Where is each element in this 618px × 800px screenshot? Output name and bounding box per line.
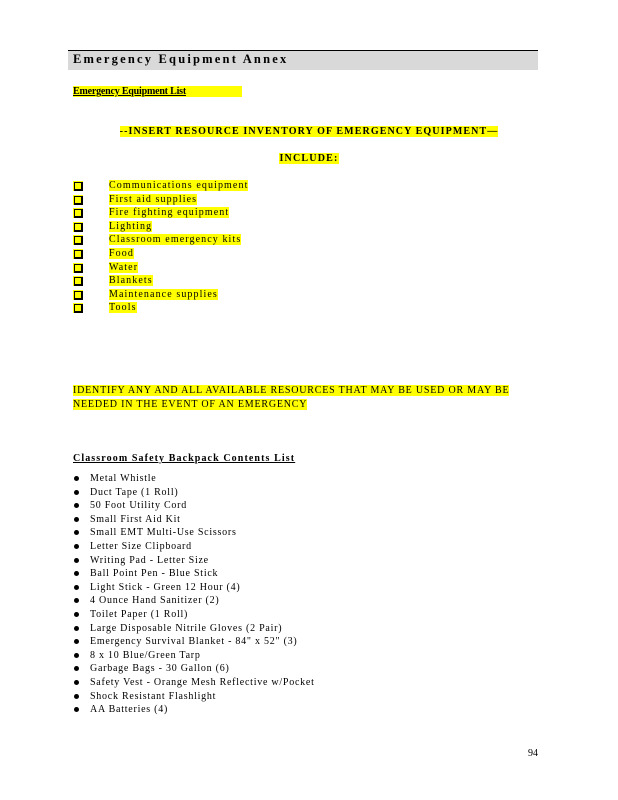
list-item-label: 8 x 10 Blue/Green Tarp	[90, 649, 201, 661]
bullet-icon	[74, 544, 79, 549]
list-item-label: Food	[109, 247, 134, 259]
list-item-label: 50 Foot Utility Cord	[90, 500, 187, 512]
bullet-icon	[74, 694, 79, 699]
checkbox-icon	[73, 303, 83, 313]
bullet-icon	[74, 612, 79, 617]
page-number: 94	[528, 748, 538, 759]
bullet-icon	[74, 571, 79, 576]
list-item-label: Writing Pad - Letter Size	[90, 554, 209, 566]
bullet-icon	[74, 626, 79, 631]
list-item-label: First aid supplies	[109, 193, 198, 205]
bullet-icon	[74, 585, 79, 590]
list-item-label: Blankets	[109, 275, 153, 287]
list-item-label: Small First Aid Kit	[90, 513, 181, 525]
equipment-list-heading: Emergency Equipment List	[73, 86, 242, 97]
list-item-label: Communications equipment	[109, 180, 249, 191]
list-item-label: Large Disposable Nitrile Gloves (2 Pair)	[90, 622, 283, 634]
identify-resources-note	[73, 384, 509, 412]
bullet-icon	[74, 558, 79, 563]
bullet-icon	[74, 639, 79, 644]
checkbox-icon	[73, 195, 83, 205]
bullet-icon	[74, 680, 79, 685]
include-label-text: INCLUDE:	[279, 153, 339, 164]
insert-instruction-text: --INSERT RESOURCE INVENTORY OF EMERGENCY EQUIPMENT—	[119, 126, 499, 137]
list-item-label: Emergency Survival Blanket - 84" x 52" (3)	[90, 636, 298, 648]
include-label	[0, 153, 618, 164]
page-title: Emergency Equipment Annex	[73, 52, 289, 66]
bullet-icon	[74, 707, 79, 712]
list-item-label: Garbage Bags - 30 Gallon (6)	[90, 663, 230, 675]
checkbox-icon	[73, 290, 83, 300]
backpack-list-heading: Classroom Safety Backpack Contents List	[73, 453, 296, 464]
list-item-label: Small EMT Multi-Use Scissors	[90, 527, 237, 539]
checkbox-icon	[73, 181, 83, 191]
insert-instruction	[0, 126, 618, 137]
identify-line-2: NEEDED IN THE EVENT OF AN EMERGENCY	[73, 399, 308, 410]
list-item-label: Metal Whistle	[90, 473, 157, 484]
list-item-label: Lighting	[109, 220, 153, 232]
section-header-bar	[68, 50, 538, 70]
bullet-icon	[74, 503, 79, 508]
list-item-label: Shock Resistant Flashlight	[90, 690, 217, 702]
checkbox-icon	[73, 276, 83, 286]
checkbox-icon	[73, 235, 83, 245]
list-item-label: Light Stick - Green 12 Hour (4)	[90, 581, 241, 593]
list-item-label: Classroom emergency kits	[109, 234, 242, 246]
bullet-icon	[74, 653, 79, 658]
list-item-label: Ball Point Pen - Blue Stick	[90, 568, 219, 580]
list-item-label: Tools	[109, 302, 137, 314]
list-item-label: Letter Size Clipboard	[90, 540, 192, 552]
bullet-icon	[74, 666, 79, 671]
list-item-label: Duct Tape (1 Roll)	[90, 486, 179, 498]
list-item-label: Fire fighting equipment	[109, 207, 230, 219]
list-item-label: 4 Ounce Hand Sanitizer (2)	[90, 595, 220, 607]
bullet-icon	[74, 517, 79, 522]
list-item-label: Toilet Paper (1 Roll)	[90, 608, 189, 620]
checkbox-icon	[73, 222, 83, 232]
list-item-label: AA Batteries (4)	[90, 704, 169, 716]
checkbox-icon	[73, 249, 83, 259]
list-item-label: Maintenance supplies	[109, 288, 218, 300]
bullet-icon	[74, 476, 79, 481]
checkbox-icon	[73, 208, 83, 218]
list-item-label: Safety Vest - Orange Mesh Reflective w/Pocket	[90, 676, 315, 688]
bullet-icon	[74, 490, 79, 495]
list-item-label: Water	[109, 261, 139, 273]
bullet-icon	[74, 598, 79, 603]
bullet-icon	[74, 530, 79, 535]
identify-line-1: IDENTIFY ANY AND ALL AVAILABLE RESOURCES THAT MAY BE USED OR MAY BE	[73, 385, 510, 396]
checkbox-icon	[73, 263, 83, 273]
